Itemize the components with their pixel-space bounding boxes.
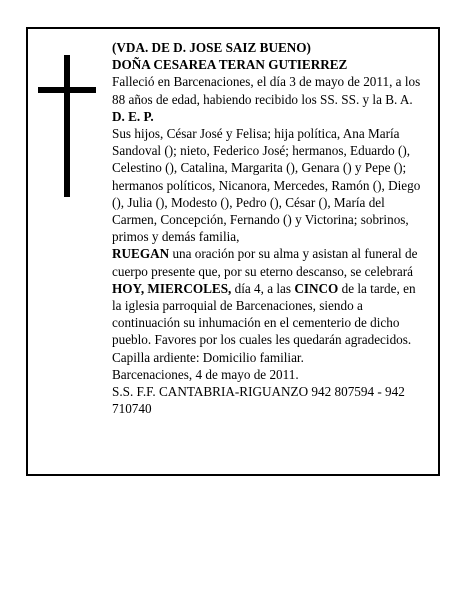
widow-line: (VDA. DE D. JOSE SAIZ BUENO) bbox=[112, 40, 311, 55]
dep-line: D. E. P. bbox=[112, 108, 154, 124]
place-date: Barcenaciones, 4 de mayo de 2011. bbox=[112, 366, 299, 382]
funeral-day: HOY, MIERCOLES, bbox=[112, 280, 232, 296]
cross-icon bbox=[38, 55, 96, 197]
deceased-name: DOÑA CESAREA TERAN GUTIERREZ bbox=[112, 57, 348, 73]
ruegan-label: RUEGAN bbox=[112, 246, 170, 262]
prayer-text-1: una oración por su alma y asistan al funeral de cuerpo presente que, por su eterno descanso, se celebrará bbox=[112, 246, 418, 279]
obituary-text bbox=[112, 39, 424, 417]
family-text: Sus hijos, César José y Felisa; hija política, Ana María Sandoval (); nieto, Federico José; hermanos, Eduardo (), Celestino (), Catalina, Margarita (), Genara () y Pepe (); hermanos políticos, Nicanora, Mercedes, Ramón (), Diego (), Julia (), Modesto (), Pedro (), César (), María del Carmen, Concepción, Fernando () y Victorina; sobrinos, primos y demás familia, bbox=[112, 126, 421, 245]
funeral-home: S.S. F.F. CANTABRIA-RIGUANZO 942 807594 - 942 710740 bbox=[112, 384, 405, 417]
funeral-hour: CINCO bbox=[294, 280, 339, 296]
cross-vertical-bar bbox=[64, 55, 70, 197]
cross-horizontal-bar bbox=[38, 87, 96, 93]
death-text: Falleció en Barcenaciones, el día 3 de mayo de 2011, a los 88 años de edad, habiendo recibido los SS. SS. y la B. A. bbox=[112, 74, 421, 107]
prayer-text-2: día 4, a las bbox=[231, 280, 295, 296]
prayer-paragraph bbox=[112, 245, 424, 365]
prayer-text-3: de la tarde, en la iglesia parroquial de Barcenaciones, siendo a continuación su inhumación en el cementerio de dicho pueblo. Favores por los cuales les quedarán agradecidos. Capilla ardiente: Domicilio familiar. bbox=[112, 280, 416, 365]
